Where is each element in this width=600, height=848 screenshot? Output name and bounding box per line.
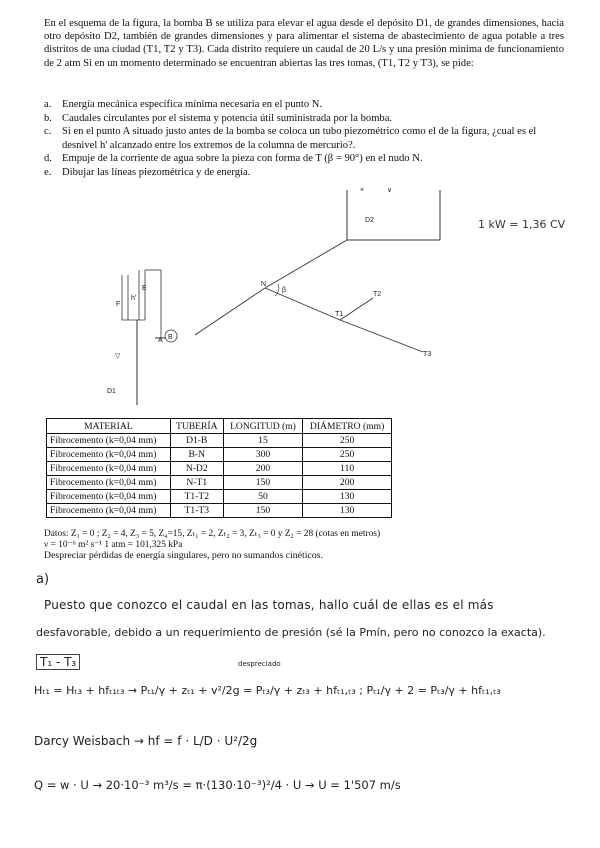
section-box: T₁ - T₃: [36, 654, 80, 670]
data-line: Despreciar pérdidas de energía singulares, pero no sumandos cinéticos.: [44, 550, 323, 561]
solution-part-label: a): [36, 572, 50, 587]
water-level-mark: ∨: [387, 187, 393, 194]
table-row: Fibrocemento (k=0,04 mm) T1-T3 150 130: [47, 504, 392, 518]
column-header: MATERIAL: [47, 419, 171, 434]
pipes: [155, 240, 423, 352]
label-a: A: [158, 337, 163, 344]
table-row: Fibrocemento (k=0,04 mm) D1-B 15 250: [47, 434, 392, 448]
problem-statement: En el esquema de la figura, la bomba B se utiliza para elevar el agua desde el depósito D1, de grandes dimensiones, hacia otro depósito D2, también de grandes dimensiones y para alimentar el sistema de abastecimiento de agua potable a tres distritos de una ciudad (T1, T2 y T3). Cada distrito requiere un caudal de 20 L/s y una presión mínima de funcionamiento de 2 atm Si en un momento determinado se encuentran abiertas las tres tomas, (T1, T2 y T3), se pide:: [44, 18, 564, 69]
label-n: N: [261, 281, 267, 288]
question-item: c. Si en el punto A situado justo antes de la bomba se coloca un tubo piezométrico como el de la figura, ¿cual es el desnivel h' alcanzado entre los extremos de la columna de mercurio?.: [44, 126, 537, 151]
pipe-data-table: [46, 418, 392, 518]
table-row: Fibrocemento (k=0,04 mm) N-T1 150 200: [47, 476, 392, 490]
question-item: d. Empuje de la corriente de agua sobre la pieza con forma de T (β = 90°) en el nudo N.: [44, 153, 423, 165]
side-note: 1 kW = 1,36 CV: [478, 218, 566, 231]
table-row: Fibrocemento (k=0,04 mm) N-D2 200 110: [47, 462, 392, 476]
label-d1: D1: [107, 388, 116, 395]
pipe-t1-t2: [340, 298, 373, 320]
label-t3: T3: [423, 351, 432, 358]
equation: Darcy Weisbach → hf = f · L/D · U²/2g: [34, 734, 258, 748]
equation: Hₜ₁ = Hₜ₃ + hfₜ₁ₜ₃ → Pₜ₁/γ + zₜ₁ + v²/2g = Pₜ₃/γ + zₜ₃ + hfₜ₁,ₜ₃ ; Pₜ₁/γ + 2 = Pₜ₃/γ + hfₜ₁,ₜ₃: [34, 684, 501, 697]
label-beta: β: [282, 287, 287, 294]
pipe-b-n: [195, 288, 265, 335]
label-h: h': [131, 295, 137, 302]
question-list: [44, 98, 564, 180]
label-b: B: [168, 334, 173, 341]
label-e: E: [142, 285, 147, 292]
water-level-mark: ▽: [115, 353, 121, 360]
question-item: e. Dibujar las líneas piezométrica y de energía.: [44, 166, 251, 178]
table-row: Fibrocemento (k=0,04 mm) T1-T2 50 130: [47, 490, 392, 504]
pipe-n-d2: [265, 240, 347, 288]
solution-text: Puesto que conozco el caudal en las tomas, hallo cuál de ellas es el más: [44, 598, 494, 612]
pipe-n-t1: [265, 288, 340, 320]
label-d2: D2: [365, 217, 374, 224]
label-t2: T2: [373, 291, 382, 298]
solution-text: desfavorable, debido a un requerimiento de presión (sé la Pmín, pero no conozco la exacta).: [36, 626, 546, 639]
annotation: despreciado: [238, 660, 281, 668]
reservoir-d2: [347, 190, 440, 240]
table-header-row: [47, 419, 392, 434]
water-level-mark: ×: [360, 187, 365, 194]
question-item: b. Caudales circulantes por el sistema y potencia útil suministrada por la bomba.: [44, 112, 393, 124]
column-header: TUBERÍA: [170, 419, 223, 434]
pipe-network-diagram: [95, 180, 445, 405]
pipe-t1-t3: [340, 320, 423, 352]
question-item: a. Energía mecánica específica mínima necesaria en el punto N.: [44, 99, 323, 110]
data-line: ν = 10⁻⁶ m² s⁻¹ 1 atm = 101,325 kPa: [44, 540, 183, 550]
column-header: LONGITUD (m): [223, 419, 302, 434]
label-t1: T1: [335, 311, 344, 318]
column-header: DIÁMETRO (mm): [303, 419, 392, 434]
piezometer-tube: [122, 270, 161, 340]
table-row: Fibrocemento (k=0,04 mm) B-N 300 250: [47, 448, 392, 462]
data-line: Datos: Z₁ = 0 ; Z₂ = 4, Z₃ = 5, Z₄=15, Zₜ₁ = 2, Zₜ₂ = 3, Zₜ₃ = 0 y Z₂ = 28 (cotas en metros): [44, 529, 381, 539]
equation: Q = w · U → 20·10⁻³ m³/s = π·(130·10⁻³)²/4 · U → U = 1'507 m/s: [34, 778, 401, 792]
label-f: F: [116, 301, 121, 308]
